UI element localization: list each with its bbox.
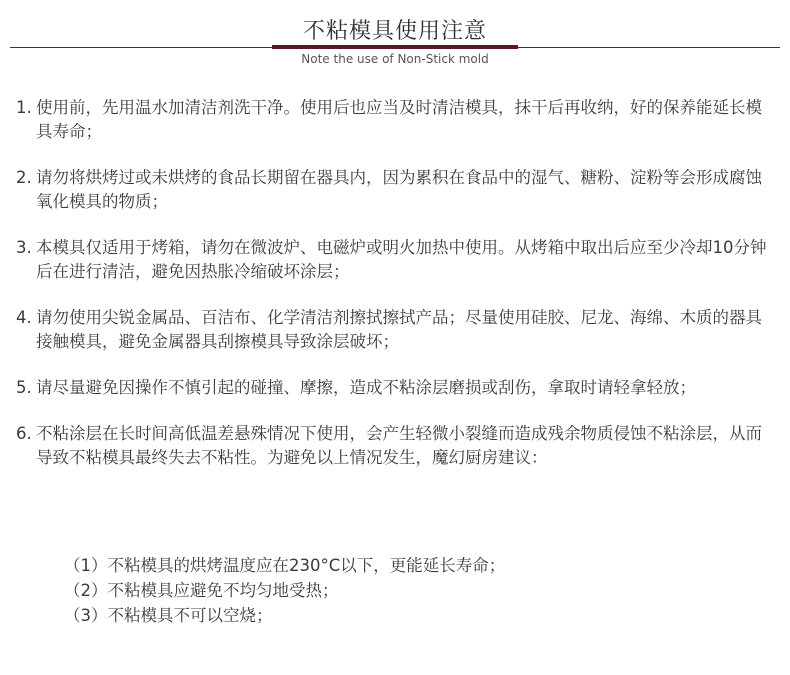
notice-number: 2. <box>16 168 32 187</box>
notice-number: 4. <box>16 308 32 327</box>
notice-item <box>16 422 778 470</box>
page-subtitle: Note the use of Non-Stick mold <box>301 52 489 66</box>
notice-text: 本模具仅适用于烤箱，请勿在微波炉、电磁炉或明火加热中使用。从烤箱中取出后应至少冷却10分钟后在进行清洁，避免因热胀冷缩破坏涂层； <box>36 238 767 281</box>
suggestion-list <box>64 553 764 628</box>
notice-number: 3. <box>16 238 32 257</box>
notice-text: 请尽量避免因操作不慎引起的碰撞、摩擦，造成不粘涂层磨损或刮伤，拿取时请轻拿轻放； <box>36 378 696 397</box>
title-underline-bar <box>272 45 518 49</box>
notice-number: 5. <box>16 378 32 397</box>
notice-text: 使用前，先用温水加清洁剂洗干净。使用后也应当及时清洁模具，抹干后再收纳，好的保养能延长模具寿命； <box>36 98 762 141</box>
notice-item <box>16 96 778 144</box>
notice-text: 请勿将烘烤过或未烘烤的食品长期留在器具内，因为累积在食品中的湿气、糖粉、淀粉等会形成腐蚀氧化模具的物质； <box>36 168 762 211</box>
notice-item <box>16 376 778 400</box>
notice-text: 请勿使用尖锐金属品、百洁布、化学清洁剂擦拭擦拭产品；尽量使用硅胶、尼龙、海绵、木质的器具接触模具，避免金属器具刮擦模具导致涂层破坏； <box>36 308 762 351</box>
notice-text: 不粘涂层在长时间高低温差悬殊情况下使用，会产生轻微小裂缝而造成残余物质侵蚀不粘涂层，从而导致不粘模具最终失去不粘性。为避免以上情况发生，魔幻厨房建议： <box>36 424 762 467</box>
notice-number: 1. <box>16 98 32 117</box>
suggestion-item: （3）不粘模具不可以空烧； <box>64 606 273 625</box>
page-header <box>0 0 790 70</box>
notice-item <box>16 166 778 214</box>
notice-item <box>16 306 778 354</box>
title-divider-left <box>10 47 272 48</box>
suggestion-item: （1）不粘模具的烘烤温度应在230°C以下，更能延长寿命； <box>64 556 506 575</box>
title-divider-right <box>518 47 780 48</box>
notice-item <box>16 236 778 284</box>
suggestion-item: （2）不粘模具应避免不均匀地受热； <box>64 581 339 600</box>
notice-list <box>16 96 778 492</box>
page-title: 不粘模具使用注意 <box>302 19 487 44</box>
notice-number: 6. <box>16 424 32 443</box>
